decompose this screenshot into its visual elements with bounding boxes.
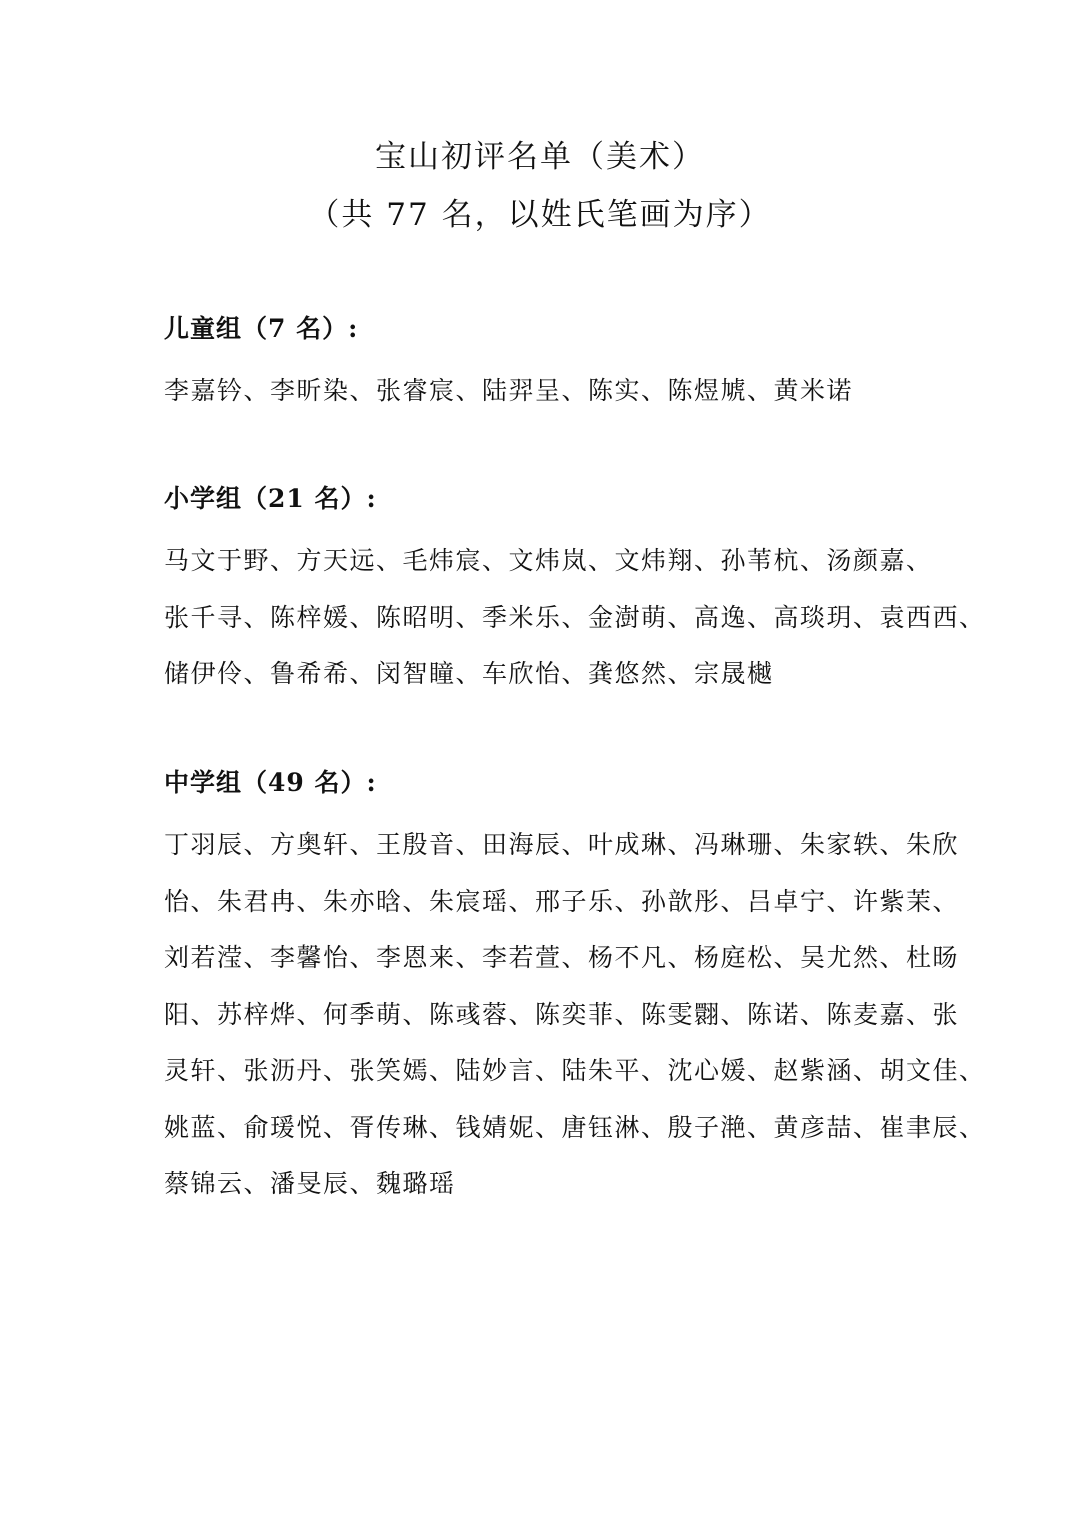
name-list (164, 363, 934, 420)
name-list-line: 灵轩、张沥丹、张笑嫣、陆妙言、陆朱平、沈心媛、赵紫涵、胡文佳、 (164, 1056, 986, 1085)
name-list-line: 刘若滢、李馨怡、李恩来、李若萱、杨不凡、杨庭松、吴尤然、杜旸 (164, 943, 960, 972)
section-children (164, 316, 934, 420)
document-title: 宝山初评名单（美术） (375, 139, 705, 175)
name-list-line: 丁羽辰、方奥轩、王殷音、田海辰、叶成琳、冯琳珊、朱家轶、朱欣 (164, 830, 960, 859)
name-list-line: 储伊伶、鲁希希、闵智瞳、车欣怡、龚悠然、宗晟樾 (164, 659, 774, 688)
section-middle (164, 768, 986, 1213)
name-list-line: 李嘉钤、李昕染、张睿宸、陆羿呈、陈实、陈煜虓、黄米诺 (164, 376, 854, 405)
name-list (164, 533, 986, 703)
name-list-line: 蔡锦云、潘旻辰、魏璐瑶 (164, 1169, 456, 1198)
name-list-line: 怡、朱君冉、朱亦晗、朱宸瑶、邢子乐、孙歆彤、吕卓宁、许紫茉、 (164, 886, 960, 916)
name-list (164, 817, 986, 1213)
section-heading: 儿童组（7 名）: (164, 314, 359, 343)
name-list-line: 马文于野、方天远、毛炜宸、文炜岚、文炜翔、孙苇杭、汤颜嘉、 (164, 546, 933, 575)
section-heading: 小学组（21 名）: (164, 484, 377, 513)
name-list-line: 张千寻、陈梓媛、陈昭明、季米乐、金澍萌、高逸、高琰玥、袁西西、 (164, 602, 986, 632)
name-list-line: 阳、苏梓烨、何季萌、陈彧蓉、陈奕菲、陈雯翾、陈诺、陈麦嘉、张 (164, 999, 960, 1029)
document-subtitle: （共 77 名，以姓氏笔画为序） (308, 197, 772, 233)
section-primary (164, 484, 986, 703)
section-heading: 中学组（49 名）: (164, 768, 377, 797)
name-list-line: 姚蓝、俞瑗悦、胥传琳、钱婧妮、唐钰淋、殷子滟、黄彦喆、崔聿辰、 (164, 1112, 986, 1142)
